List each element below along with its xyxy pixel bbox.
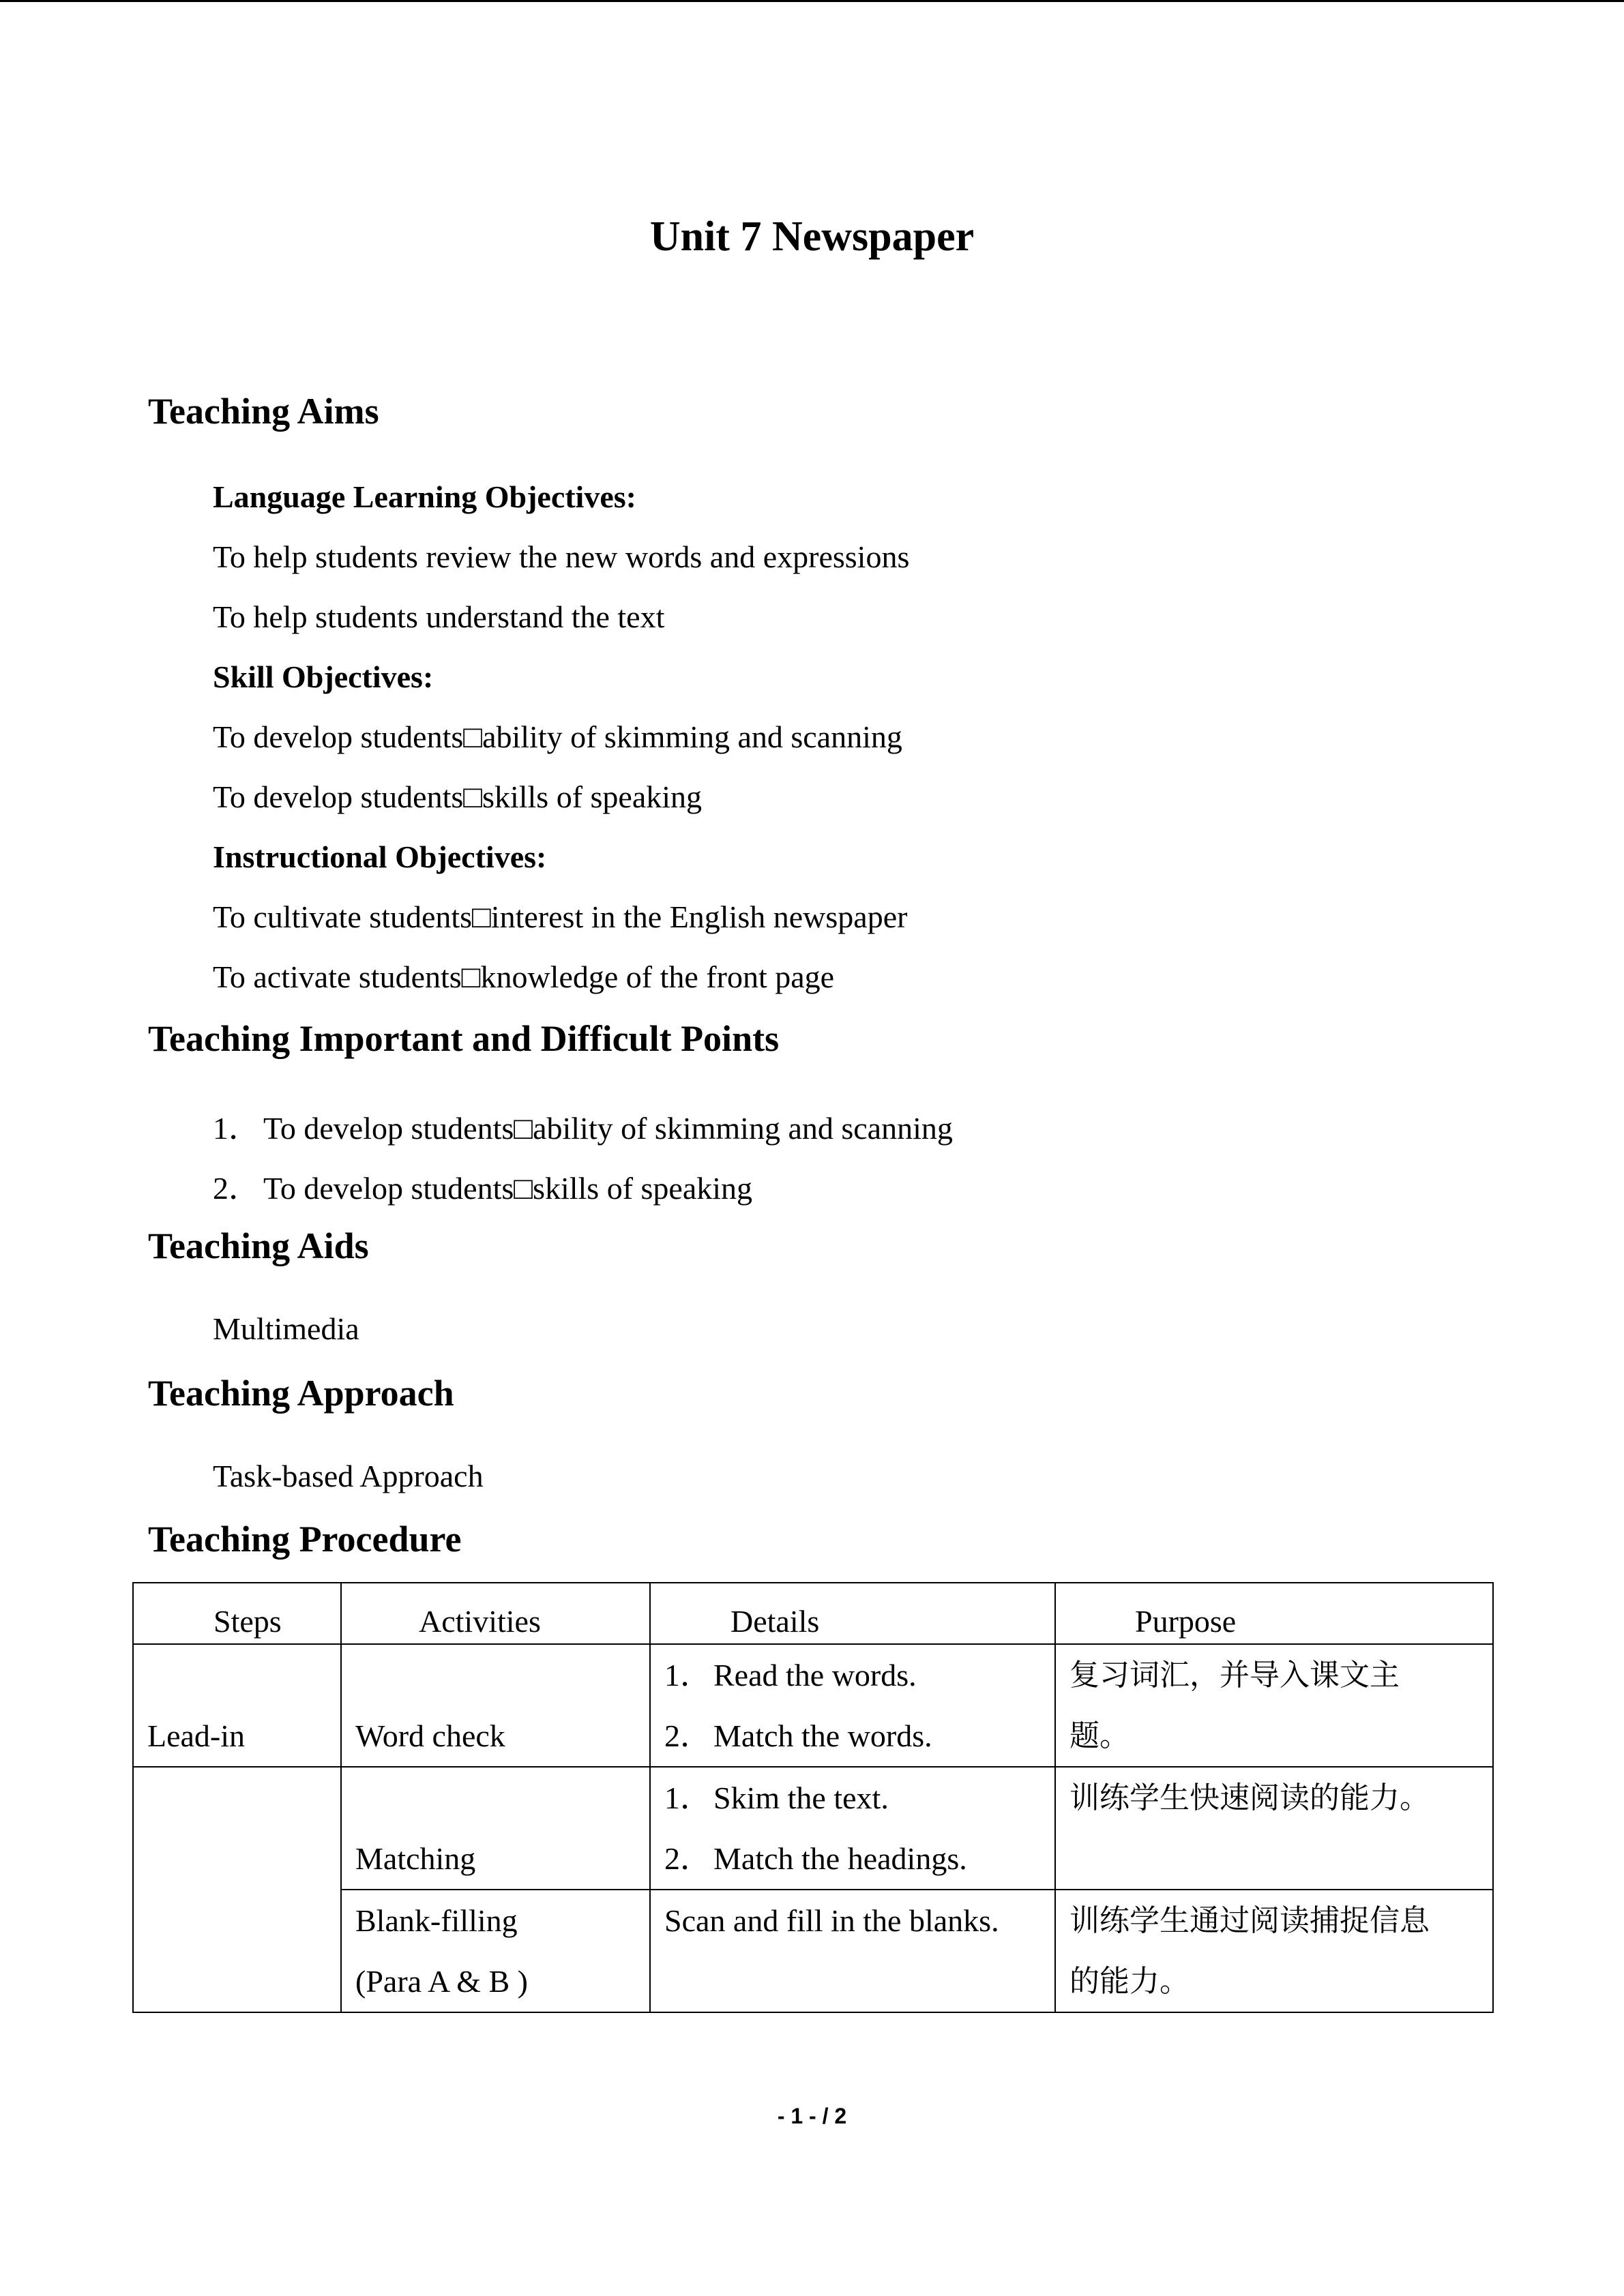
teaching-approach-text: Task-based Approach	[213, 1459, 484, 1493]
details-cell	[650, 1644, 1055, 1767]
detail-text: Scan and fill in the blanks.	[664, 1903, 999, 1938]
page-top-border	[0, 0, 1624, 2]
instructional-objectives-label: Instructional Objectives:	[213, 839, 547, 874]
point-item	[213, 1163, 752, 1208]
step-text: Lead-in	[147, 1718, 246, 1753]
skill-objective-item: To develop students□skills of speaking	[213, 779, 703, 814]
point-item	[213, 1103, 953, 1148]
purpose-text: 训练学生通过阅读捕捉信息	[1069, 1903, 1430, 1938]
activity-text: (Para A & B )	[355, 1964, 528, 1999]
activity-cell	[341, 1767, 650, 1890]
heading-teaching-procedure: Teaching Procedure	[148, 1519, 462, 1560]
column-header-purpose: Purpose	[1055, 1583, 1493, 1644]
skill-objectives-label: Skill Objectives:	[213, 659, 434, 694]
skill-objective-item: To develop students□ability of skimming and scanning	[213, 719, 902, 754]
details-cell	[650, 1767, 1055, 1890]
language-objective-item: To help students review the new words and expressions	[213, 539, 910, 574]
point-number: 1．	[213, 1111, 260, 1146]
activity-text: Blank-filling	[355, 1903, 518, 1938]
heading-teaching-aims: Teaching Aims	[148, 391, 379, 432]
detail-item: 1．Read the words.	[664, 1658, 917, 1693]
heading-teaching-aids: Teaching Aids	[148, 1225, 369, 1266]
detail-item: 2．Match the headings.	[664, 1841, 967, 1876]
procedure-table	[132, 1582, 1494, 2013]
purpose-text: 复习词汇，并导入课文主	[1069, 1658, 1400, 1693]
purpose-cell	[1055, 1890, 1493, 2012]
heading-teaching-approach: Teaching Approach	[148, 1373, 454, 1414]
column-header-details: Details	[650, 1583, 1055, 1644]
activity-cell	[341, 1890, 650, 2012]
language-objective-item: To help students understand the text	[213, 599, 665, 634]
column-header-steps: Steps	[133, 1583, 341, 1644]
table-row	[133, 1644, 1493, 1767]
purpose-text: 训练学生快速阅读的能力。	[1069, 1780, 1430, 1815]
point-text: To develop students□skills of speaking	[263, 1171, 753, 1206]
point-text: To develop students□ability of skimming and scanning	[263, 1111, 953, 1146]
activity-text: Matching	[355, 1841, 476, 1876]
details-cell	[650, 1890, 1055, 2012]
table-header-row	[133, 1583, 1493, 1644]
heading-important-points: Teaching Important and Difficult Points	[148, 1018, 780, 1059]
document-title: Unit 7 Newspaper	[649, 213, 975, 260]
detail-item: 1．Skim the text.	[664, 1780, 889, 1815]
column-header-activities: Activities	[341, 1583, 650, 1644]
activity-cell	[341, 1644, 650, 1767]
point-number: 2．	[213, 1171, 260, 1206]
purpose-text: 的能力。	[1069, 1964, 1190, 1999]
table-row	[133, 1767, 1493, 1890]
step-cell	[133, 1767, 341, 2012]
purpose-text: 题。	[1069, 1718, 1130, 1753]
detail-item: 2．Match the words.	[664, 1718, 932, 1753]
page-number-footer: - 1 - / 2	[777, 2104, 847, 2128]
teaching-aids-text: Multimedia	[213, 1311, 359, 1346]
instructional-objective-item: To cultivate students□interest in the English newspaper	[213, 899, 908, 934]
purpose-cell	[1055, 1644, 1493, 1767]
step-cell	[133, 1644, 341, 1767]
activity-text: Word check	[355, 1718, 505, 1753]
purpose-cell	[1055, 1767, 1493, 1890]
language-objectives-label: Language Learning Objectives:	[213, 479, 636, 514]
instructional-objective-item: To activate students□knowledge of the front page	[213, 959, 835, 994]
